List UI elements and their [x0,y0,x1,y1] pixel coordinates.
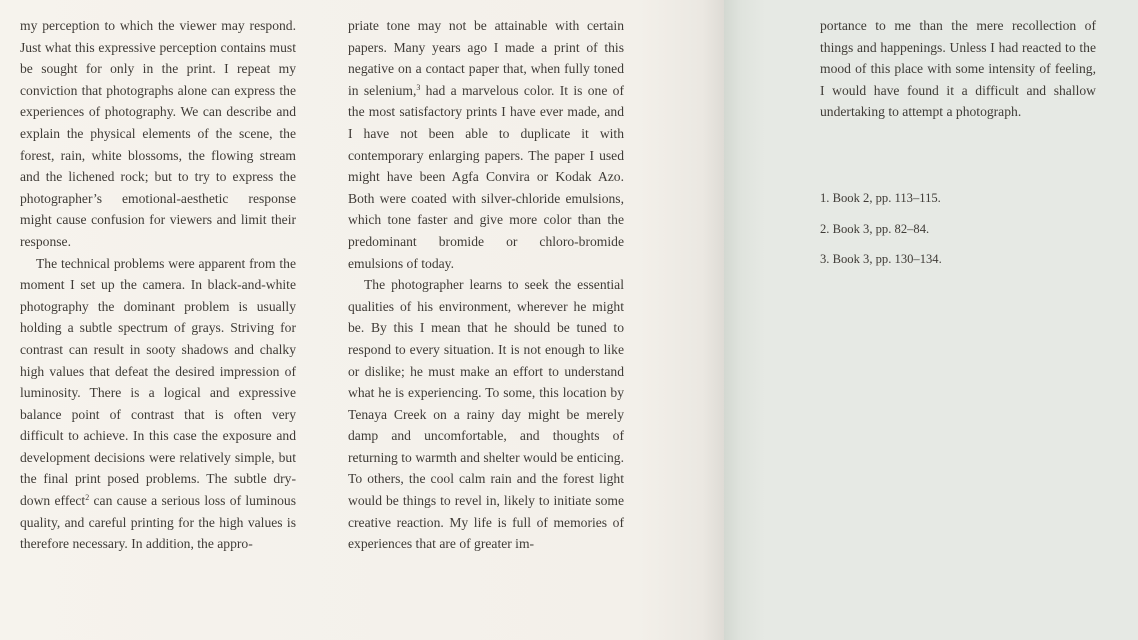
paragraph-paper-tone [348,15,624,274]
paragraph-importance: portance to me than the mere recollection of things and happenings. Unless I had reacted to the mood of this place with some intensity of feeling, I would have found it a difficult and shallow undertaking to attempt a photograph. [820,18,1096,120]
paragraph-technical-problems [20,253,296,555]
text-column-3 [820,15,1096,123]
footnotes-list [820,189,942,281]
footnote-2: 2. Book 3, pp. 82–84. [820,221,930,236]
paragraph-paper-text-b: had a marvelous color. It is one of the most satisfactory prints I have ever made, and I have not been able to duplicate it with contemporary enlarging papers. The paper I used might have been Agfa Convira or Kodak Azo. Both were coated with silver-chloride emulsions, which tone faster and give more color than the predominant bromide or chloro-bromide emulsions of today. [348,82,624,271]
footnote-3: 3. Book 3, pp. 130–134. [820,252,942,267]
paragraph-paper-text-a: priate tone may not be attainable with certain papers. Many years ago I made a print of this negative on a contact paper that, when fully toned in selenium, [348,18,624,98]
paragraph-technical-text-b: can cause a serious loss of luminous quality, and careful printing for the high values is therefore necessary. In addition, the appro- [20,493,297,552]
footnote-ref-2: 2 [85,493,90,503]
paragraph-technical-text-a: The technical problems were apparent from the moment I set up the camera. In black-and-white photography the dominant problem is usually holding a subtle spectrum of grays. Striving for contrast can result in sooty shadows and chalky high values that defeat the desired impression of luminosity. There is a logical and expressive balance point of contrast that is often very difficult to achieve. In this case the exposure and development decisions were relatively simple, but the final print posed problems. The subtle dry-down effect [20,255,296,509]
footnote-ref-3: 3 [416,82,421,92]
text-column-2 [348,15,624,555]
paragraph-environment: The photographer learns to seek the essential qualities of his environment, wherever he might be. By this I mean that he should be tuned to respond to every situation. It is not enough to like or dislike; he must make an effort to understand what he is experiencing. To some, this location by Tenaya Creek on a rainy day might be merely damp and uncomfortable, and thoughts of returning to warmth and shelter would be enticing. To others, the cool calm rain and the forest light would be things to revel in, likely to initiate some creative reaction. My life is full of memories of experiences that are of greater im- [348,277,624,552]
paragraph-perception: my perception to which the viewer may respond. Just what this expressive perception contains must be sought for only in the print. I repeat my conviction that photographs alone can express the experiences of photography. We can describe and explain the physical elements of the scene, the forest, rain, white blossoms, the flowing stream and the lichened rock; but to try to express the photographer’s emotional-aesthetic response might cause confusion for viewers and limit their response. [20,18,296,249]
text-column-1 [20,15,296,555]
footnote-1: 1. Book 2, pp. 113–115. [820,191,941,205]
